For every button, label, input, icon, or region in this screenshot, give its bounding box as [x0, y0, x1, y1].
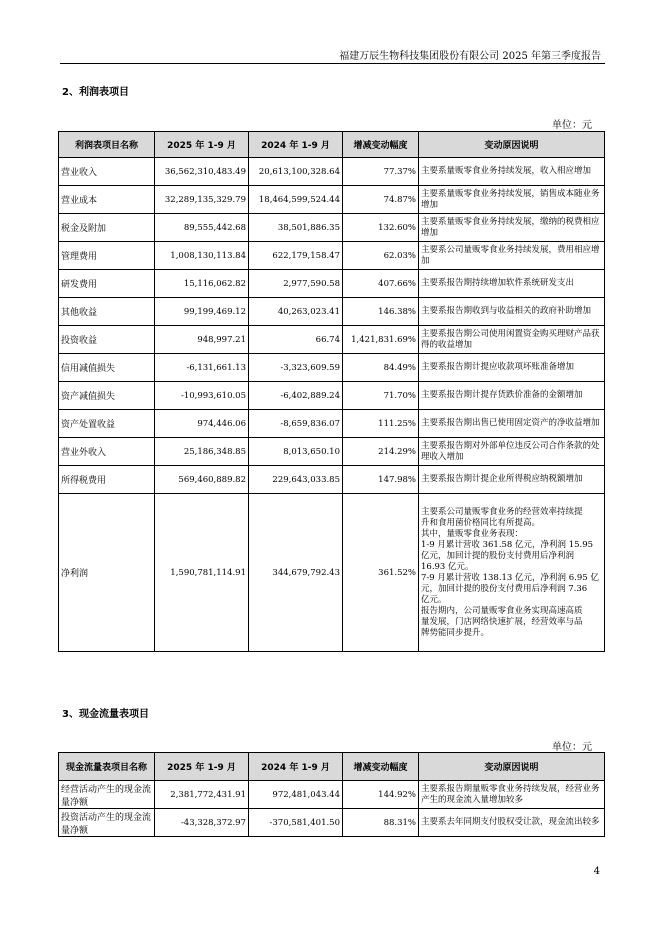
item-name: 投资收益 — [59, 326, 155, 354]
table-row — [59, 438, 605, 466]
change-rate: 74.87% — [343, 186, 419, 214]
current-value: -10,993,610.05 — [155, 382, 249, 410]
column-header: 现金流量表项目名称 — [59, 753, 155, 781]
table-row — [59, 214, 605, 242]
column-header: 增减变动幅度 — [343, 753, 419, 781]
prior-value: 8,013,650.10 — [249, 438, 343, 466]
current-value: 948,997.21 — [155, 326, 249, 354]
reason-line: 升和食用菌价格同比有所提高。 — [421, 517, 541, 528]
item-name: 投资活动产生的现金流量净额 — [59, 809, 155, 837]
cashflow-table-header — [59, 753, 605, 781]
change-rate: 71.70% — [343, 382, 419, 410]
prior-value: 2,977,590.58 — [249, 270, 343, 298]
income-table-header — [59, 132, 605, 158]
column-header: 2025 年 1-9 月 — [155, 132, 249, 158]
table-row — [59, 270, 605, 298]
change-reason: 主要系量贩零食业务持续发展，收入相应增加 — [419, 158, 605, 186]
current-value: -6,131,661.13 — [155, 354, 249, 382]
current-value: 25,186,348.85 — [155, 438, 249, 466]
column-header: 增减变动幅度 — [343, 132, 419, 158]
item-name: 税金及附加 — [59, 214, 155, 242]
prior-value: -6,402,889.24 — [249, 382, 343, 410]
reason-line: 牌势能同步提升。 — [421, 627, 490, 638]
change-reason: 主要系报告期计提存货跌价准备的金额增加 — [419, 382, 605, 410]
column-header: 变动原因说明 — [419, 753, 605, 781]
prior-value: 66.74 — [249, 326, 343, 354]
table-row — [59, 186, 605, 214]
table-row — [59, 410, 605, 438]
table-row — [59, 242, 605, 270]
change-reason: 主要系报告期出售已使用固定资产的净收益增加 — [419, 410, 605, 438]
change-rate: 77.37% — [343, 158, 419, 186]
change-rate: 62.03% — [343, 242, 419, 270]
income-section-title: 2、利润表项目 — [62, 87, 129, 98]
change-rate: 84.49% — [343, 354, 419, 382]
prior-value: 18,464,599,524.44 — [249, 186, 343, 214]
current-value: 89,555,442.68 — [155, 214, 249, 242]
current-value: 1,590,781,114.91 — [155, 494, 249, 652]
change-reason: 主要系报告期收到与收益相关的政府补助增加 — [419, 298, 605, 326]
reason-line: 1-9 月累计营收 361.58 亿元，净利润 15.95 — [421, 539, 594, 550]
item-name: 净利润 — [59, 494, 155, 652]
change-reason: 主要系量贩零食业务持续发展，销售成本随业务增加 — [419, 186, 605, 214]
change-rate: 147.98% — [343, 466, 419, 494]
item-name: 资产处置收益 — [59, 410, 155, 438]
current-value: 1,008,130,113.84 — [155, 242, 249, 270]
current-value: 36,562,310,483.49 — [155, 158, 249, 186]
reason-line: 亿元，加回计提的股份支付费用后净利润 — [421, 550, 575, 561]
current-value: -43,328,372.97 — [155, 809, 249, 837]
column-header: 2024 年 1-9 月 — [249, 753, 343, 781]
item-name: 管理费用 — [59, 242, 155, 270]
change-reason: 主要系公司量贩零食业务持续发展，费用相应增加 — [419, 242, 605, 270]
table-row — [59, 158, 605, 186]
column-header: 2024 年 1-9 月 — [249, 132, 343, 158]
reason-line: 其中，量贩零食业务表现： — [421, 528, 524, 539]
change-reason: 主要系报告期对外部单位违反公司合作条款的处理收入增加 — [419, 438, 605, 466]
item-name: 资产减值损失 — [59, 382, 155, 410]
change-reason: 主要系报告期计提企业所得税应纳税额增加 — [419, 466, 605, 494]
item-name: 信用减值损失 — [59, 354, 155, 382]
table-row — [59, 466, 605, 494]
change-rate: 132.60% — [343, 214, 419, 242]
income-statement-table — [58, 131, 605, 652]
change-rate: 361.52% — [343, 494, 419, 652]
item-name: 其他收益 — [59, 298, 155, 326]
reason-line: 7-9 月累计营收 138.13 亿元，净利润 6.95 亿 — [421, 572, 599, 583]
change-rate: 214.29% — [343, 438, 419, 466]
change-rate: 144.92% — [343, 781, 419, 809]
table-row — [59, 809, 605, 837]
current-value: 974,446.06 — [155, 410, 249, 438]
prior-value: 20,613,100,328.64 — [249, 158, 343, 186]
column-header: 利润表项目名称 — [59, 132, 155, 158]
reason-line: 主要系公司量贩零食业务的经营效率持续提 — [421, 506, 583, 517]
change-reason: 主要系报告期量贩零食业务持续发展，经营业务产生的现金流入量增加较多 — [419, 781, 605, 809]
change-reason: 主要系量贩零食业务持续发展，缴纳的税费相应增加 — [419, 214, 605, 242]
change-rate: 146.38% — [343, 298, 419, 326]
item-name: 营业外收入 — [59, 438, 155, 466]
item-name: 所得税费用 — [59, 466, 155, 494]
change-rate: 88.31% — [343, 809, 419, 837]
current-value: 15,116,062.82 — [155, 270, 249, 298]
document-header-title: 福建万辰生物科技集团股份有限公司 2025 年第三季度报告 — [339, 51, 601, 62]
table-row — [59, 326, 605, 354]
prior-value: -370,581,401.50 — [249, 809, 343, 837]
table-row — [59, 781, 605, 809]
current-value: 569,460,889.82 — [155, 466, 249, 494]
prior-value: 229,643,033.85 — [249, 466, 343, 494]
reason-line: 元，加回计提的股份支付费用后净利润 7.36 — [421, 583, 588, 594]
prior-value: 40,263,023.41 — [249, 298, 343, 326]
prior-value: 38,501,886.35 — [249, 214, 343, 242]
change-reason: 主要系报告期公司使用闲置资金购买理财产品获得的收益增加 — [419, 326, 605, 354]
page-number: 4 — [593, 866, 600, 877]
current-value: 32,289,135,329.79 — [155, 186, 249, 214]
prior-value: -8,659,836.07 — [249, 410, 343, 438]
item-name: 研发费用 — [59, 270, 155, 298]
prior-value: 622,179,158.47 — [249, 242, 343, 270]
current-value: 99,199,469.12 — [155, 298, 249, 326]
cashflow-section-title: 3、现金流量表项目 — [62, 709, 149, 720]
change-reason: 主要系去年同期支付股权受让款，现金流出较多 — [419, 809, 605, 837]
cashflow-statement-table — [58, 752, 605, 837]
table-row-net-profit — [59, 494, 605, 652]
current-value: 2,381,772,431.91 — [155, 781, 249, 809]
cashflow-unit-label: 单位：元 — [552, 742, 592, 753]
change-rate: 407.66% — [343, 270, 419, 298]
change-reason: 主要系报告期计提应收款项坏账准备增加 — [419, 354, 605, 382]
change-rate: 111.25% — [343, 410, 419, 438]
table-row — [59, 382, 605, 410]
prior-value: 972,481,043.44 — [249, 781, 343, 809]
reason-line: 报告期内，公司量贩零食业务实现高速高质 — [421, 605, 583, 616]
column-header: 变动原因说明 — [419, 132, 605, 158]
prior-value: -3,323,609.59 — [249, 354, 343, 382]
table-row — [59, 298, 605, 326]
change-reason: 主要系报告期持续增加软件系统研发支出 — [419, 270, 605, 298]
reason-line: 16.93 亿元。 — [421, 561, 474, 572]
income-unit-label: 单位：元 — [552, 120, 592, 131]
reason-line: 亿元。 — [421, 594, 447, 605]
column-header: 2025 年 1-9 月 — [155, 753, 249, 781]
header-divider — [60, 63, 605, 64]
change-rate: 1,421,831.69% — [343, 326, 419, 354]
net-profit-reason — [419, 494, 605, 652]
item-name: 经营活动产生的现金流量净额 — [59, 781, 155, 809]
table-row — [59, 354, 605, 382]
item-name: 营业成本 — [59, 186, 155, 214]
item-name: 营业收入 — [59, 158, 155, 186]
reason-line: 量发展，门店网络快速扩展，经营效率与品 — [421, 616, 583, 627]
prior-value: 344,679,792.43 — [249, 494, 343, 652]
